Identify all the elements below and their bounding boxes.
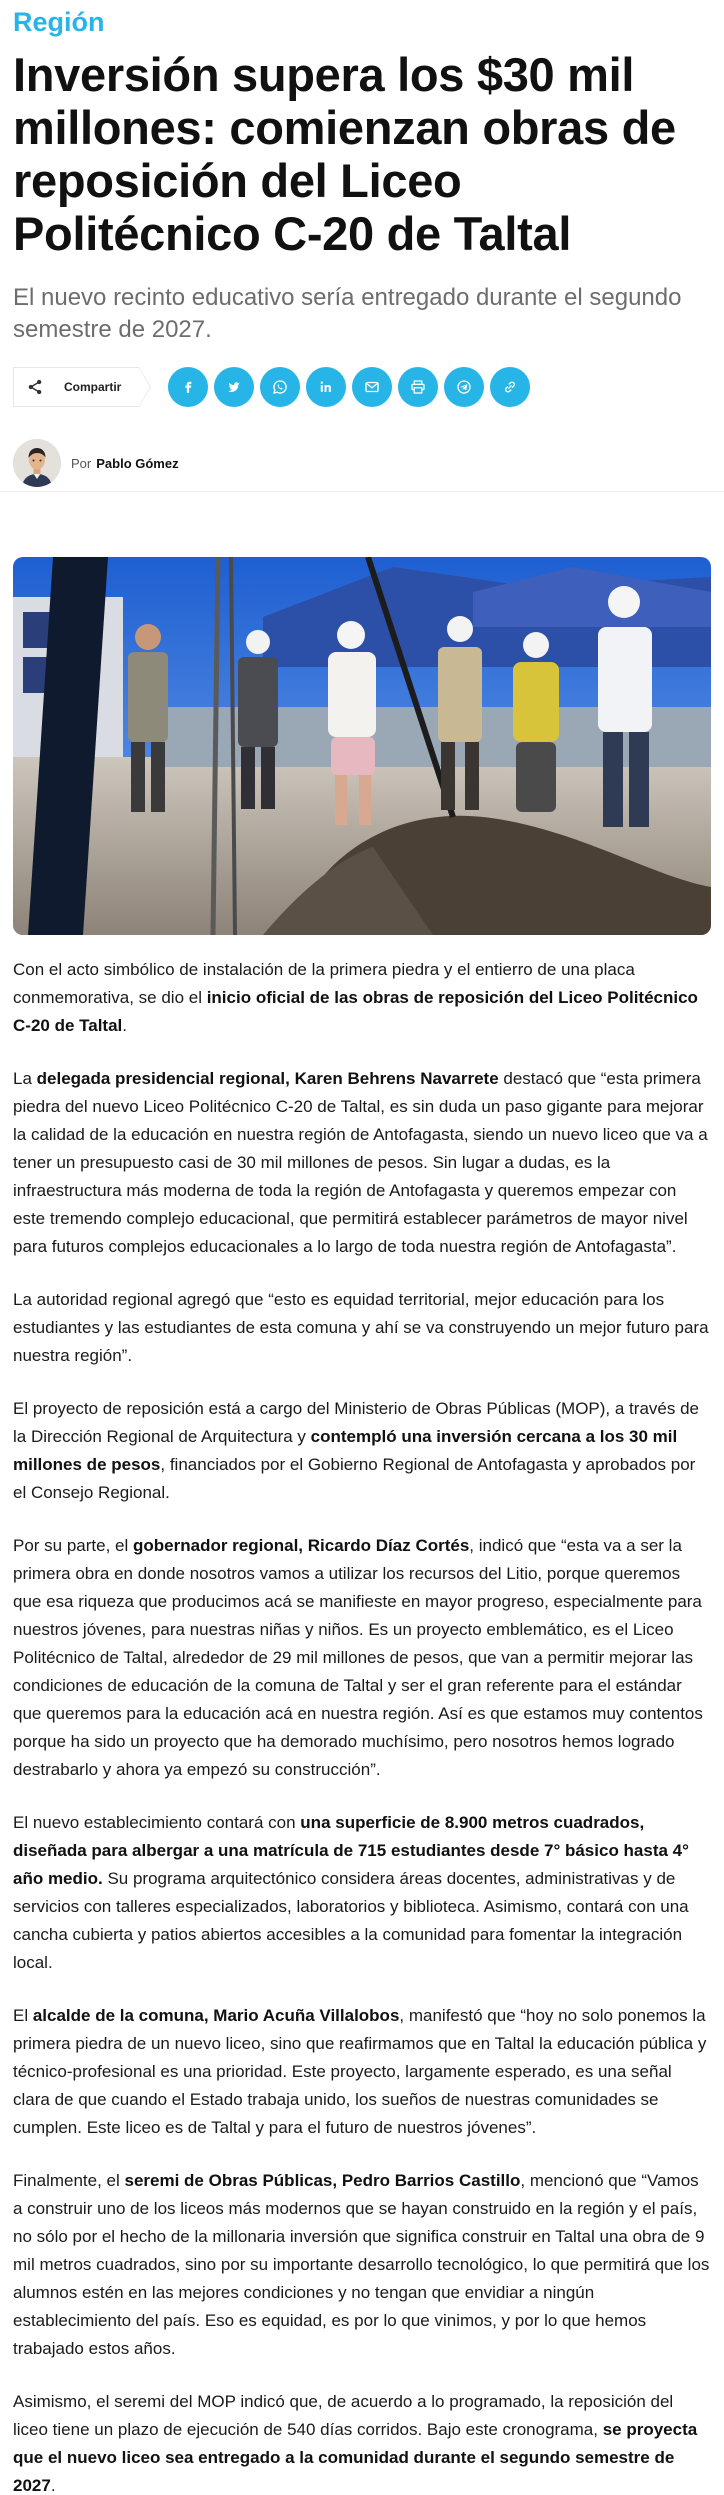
article-paragraph [13, 956, 711, 1040]
author-byline [13, 439, 711, 487]
author-prefix: Por [71, 455, 92, 471]
header-divider [0, 491, 724, 492]
twitter-share-button[interactable] [214, 367, 254, 407]
avatar-illustration [13, 439, 61, 487]
linkedin-share-button[interactable] [306, 367, 346, 407]
paragraph-text: El [13, 2006, 33, 2025]
bold-text: alcalde de la comuna, Mario Acuña Villalobos [32, 2006, 400, 2025]
bold-text: una superficie de 8.900 metros cuadrados, diseñada para albergar a una matrícula de 715 estudiantes desde 7° básico hasta 4° año medio. [13, 1813, 689, 1888]
article-paragraph [13, 1286, 711, 1370]
paragraph-text: Con el acto simbólico de instalación de la primera piedra y el entierro de una placa conmemorativa, se dio el [13, 960, 635, 1007]
whatsapp-icon [271, 378, 289, 396]
paragraph-text: , financiados por el Gobierno Regional de Antofagasta y aprobados por el Consejo Regional. [13, 1455, 696, 1502]
article-paragraph [13, 1065, 711, 1261]
print-icon [409, 378, 427, 396]
article-subtitle: El nuevo recinto educativo sería entregado durante el segundo semestre de 2027. [13, 284, 682, 343]
facebook-icon [179, 378, 197, 396]
linkedin-icon [317, 378, 335, 396]
paragraph-text: Asimismo, el seremi del MOP indicó que, de acuerdo a lo programado, la reposición del liceo tiene un plazo de ejecución de 540 días corridos. Bajo este cronograma, [13, 2392, 674, 2439]
paragraph-text: Por su parte, el [13, 1536, 134, 1555]
paragraph-text: , indicó que “esta va a ser la primera obra en donde nosotros vamos a utilizar los recursos del Litio, porque queremos que esa riqueza que producimos acá se manifieste en mayor progreso, especialmente para nuestros jóvenes, para nuestras niñas y niños. Es un proyecto emblemático, es el Liceo Politécnico de Taltal, alrededor de 29 mil millones de pesos, que van a permitir mejorar las condiciones de educación de la comuna de Taltal y ser el gran referente para el estándar que queremos para la educación acá en nuestra región. Así es que estamos muy contentos porque ha sido un proyecto que ha demorado muchísimo, pero nosotros hemos logrado destrabarlo y ahora ya empezó su construcción”. [13, 1536, 703, 1779]
article-paragraph [13, 2002, 711, 2142]
article-paragraph [13, 2388, 711, 2495]
bold-text: delegada presidencial regional, Karen Behrens Navarrete [36, 1069, 499, 1088]
whatsapp-share-button[interactable] [260, 367, 300, 407]
article-paragraph [13, 1395, 711, 1507]
telegram-share-button[interactable] [444, 367, 484, 407]
paragraph-text: . [122, 1016, 128, 1035]
paragraph-text: , mencionó que “Vamos a construir uno de los liceos más modernos que se hayan construido en la región y el país, no sólo por el hecho de la millonaria inversión que significa construir en Taltal una obra de 9 mil metros cuadrados, sino por su importante desarrollo tecnológico, lo que permitirá que los alumnos estén en las mejores condiciones y no tengan que envidiar a ningún establecimiento del país. Eso es equidad, es por lo que vinimos, y por lo que hemos trabajado estos años. [13, 2171, 710, 2358]
share-button[interactable] [13, 367, 139, 407]
paragraph-text: El nuevo establecimiento contará con [13, 1813, 301, 1832]
email-share-button[interactable] [352, 367, 392, 407]
ceremony-photo [13, 557, 711, 935]
bold-text: seremi de Obras Públicas, Pedro Barrios Castillo [124, 2171, 521, 2190]
author-avatar[interactable] [13, 439, 61, 487]
paragraph-text: . [50, 2476, 56, 2495]
bold-text: se proyecta que el nuevo liceo sea entregado a la comunidad durante el segundo semestre de 2027 [13, 2420, 698, 2495]
bold-text: gobernador regional, Ricardo Díaz Cortés [133, 1536, 470, 1555]
share-icon [25, 377, 45, 397]
twitter-icon [225, 378, 243, 396]
paragraph-text: Finalmente, el [13, 2171, 125, 2190]
article-paragraph [13, 1532, 711, 1784]
article-paragraph [13, 2167, 711, 2363]
bold-text: contempló una inversión cercana a los 30 mil millones de pesos [13, 1427, 678, 1474]
copy-link-button[interactable] [490, 367, 530, 407]
article-title: Inversión supera los $30 mil millones: comienzan obras de reposición del Liceo Politécnico C-20 de Taltal [13, 48, 676, 260]
article-photo[interactable] [13, 557, 711, 935]
copy-link-icon [501, 378, 519, 396]
paragraph-text: Su programa arquitectónico considera áreas docentes, administrativas y de servicios con talleres especializados, laboratorios y biblioteca. Asimismo, contará con una cancha cubierta y patios abiertos accesibles a la comunidad para fomentar la integración local. [13, 1869, 689, 1972]
paragraph-text: La [13, 1069, 37, 1088]
paragraph-text: La autoridad regional agregó que “esto es equidad territorial, mejor educación para los estudiantes y las estudiantes de esta comuna y ahí se va construyendo un mejor futuro para nuestra región”. [13, 1290, 709, 1365]
social-buttons [168, 367, 536, 407]
section-label[interactable]: Región [13, 7, 105, 37]
article-paragraph [13, 1809, 711, 1977]
telegram-icon [455, 378, 473, 396]
share-bar [13, 367, 711, 407]
article-header [13, 0, 711, 487]
paragraph-text: destacó que “esta primera piedra del nuevo Liceo Politécnico C-20 de Taltal, es sin duda un paso gigante para mejorar la calidad de la educación en nuestra región de Antofagasta, siendo un nuevo liceo que va a tener un presupuesto casi de 30 mil millones de pesos. Sin lugar a dudas, es la infraestructura más moderna de toda la región de Antofagasta y queremos empezar con este tremendo complejo educacional, que permitirá establecer parámetros de mayor nivel para futuros complejos educacionales a lo largo de toda nuestra región de Antofagasta”. [13, 1069, 708, 1256]
share-label: Compartir [64, 380, 122, 394]
print-button[interactable] [398, 367, 438, 407]
author-name[interactable]: Pablo Gómez [96, 455, 179, 471]
paragraph-text: El proyecto de reposición está a cargo del Ministerio de Obras Públicas (MOP), a través de la Dirección Regional de Arquitectura y [13, 1399, 699, 1446]
email-icon [363, 378, 381, 396]
paragraph-text: , manifestó que “hoy no solo ponemos la primera piedra de un nuevo liceo, sino que reafirmamos que en Taltal la educación pública y técnico-profesional es una prioridad. Este proyecto, largamente esperado, es una señal clara de que cuando el Estado trabaja unido, los sueños de nuestras comunidades se cumplen. Este liceo es de Taltal y para el futuro de nuestros jóvenes”. [13, 2006, 707, 2137]
bold-text: inicio oficial de las obras de reposición del Liceo Politécnico C-20 de Taltal [13, 988, 698, 1035]
article-body [13, 956, 711, 2495]
facebook-share-button[interactable] [168, 367, 208, 407]
